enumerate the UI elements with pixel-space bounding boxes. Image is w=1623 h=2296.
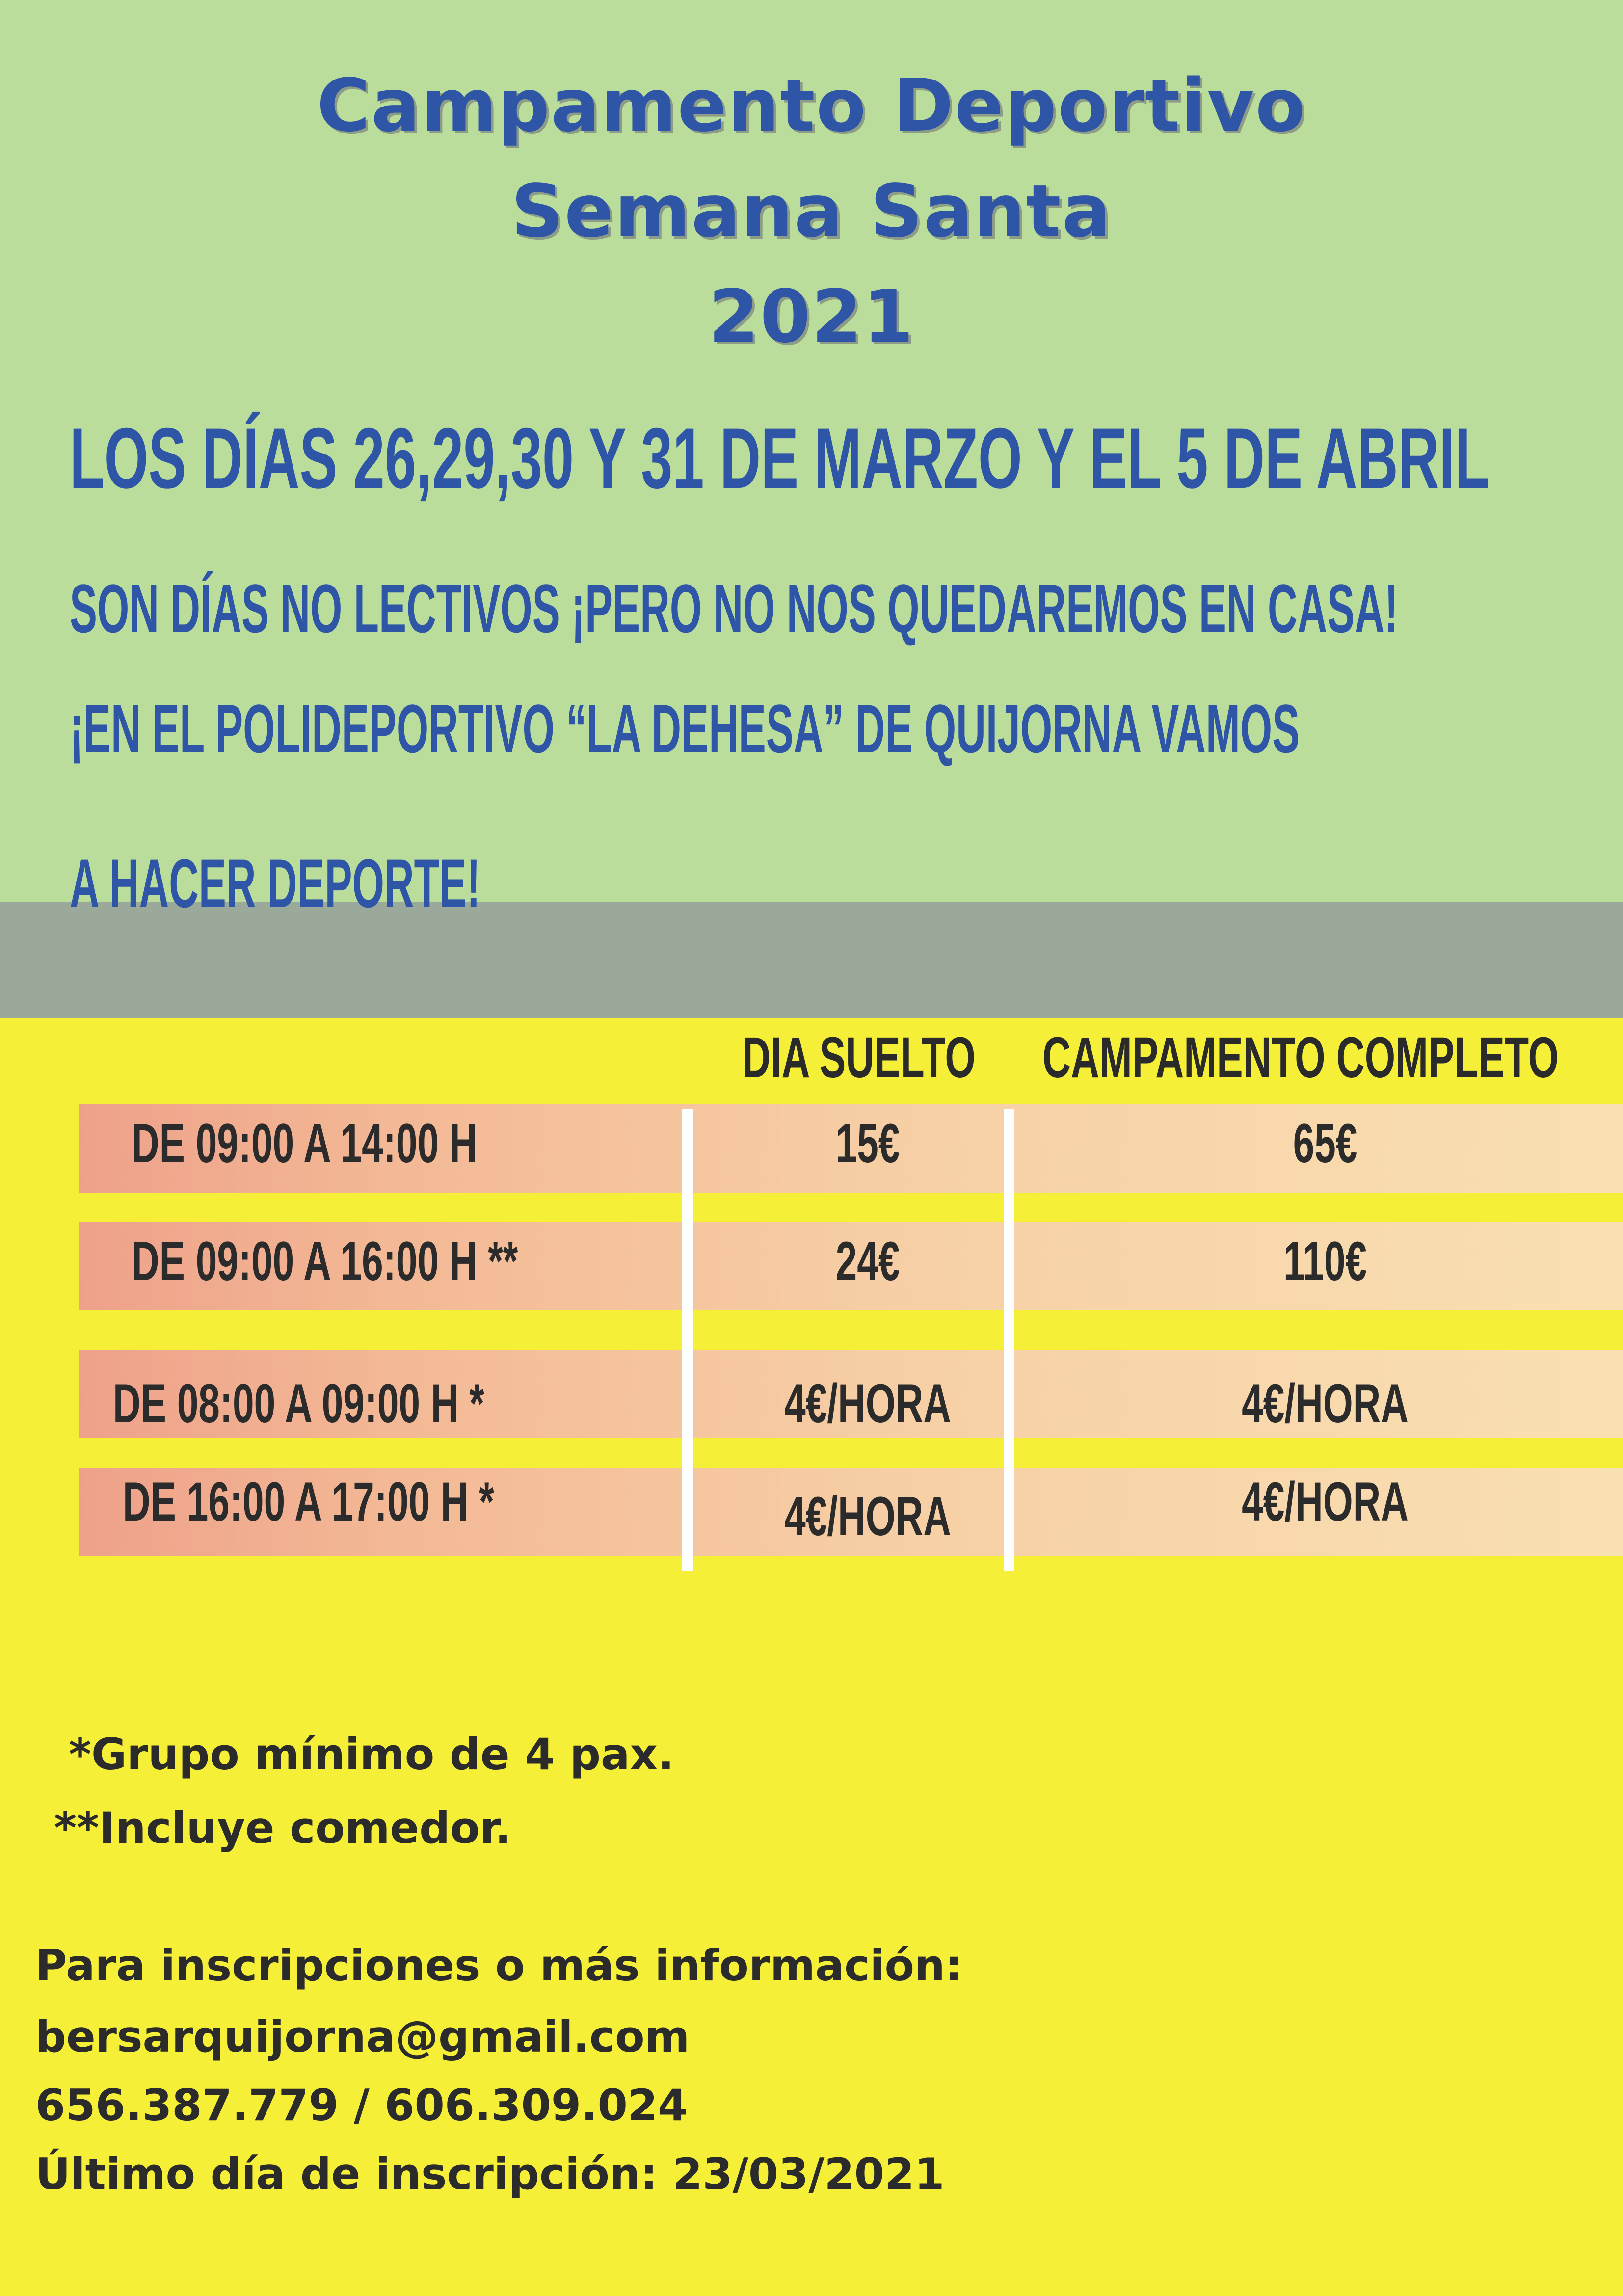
row-label-schedule: DE 08:00 A 09:00 H * (113, 1373, 484, 1434)
title-line-3: 2021 (708, 274, 915, 359)
note-minimum-group: *Grupo mínimo de 4 pax. (69, 1729, 674, 1780)
cell-single-day-price: 24€ (835, 1230, 900, 1292)
note-includes-lunch: **Incluye comedor. (54, 1803, 511, 1853)
registration-deadline: Último día de inscripción: 23/03/2021 (35, 2149, 945, 2199)
contact-phones: 656.387.779 / 606.309.024 (35, 2080, 688, 2131)
contact-email: bersarquijorna@gmail.com (35, 2011, 690, 2062)
intro-dates: LOS DÍAS 26,29,30 Y 31 DE MARZO Y EL 5 DE ABRIL (70, 411, 1490, 507)
title-line-1: Campamento Deportivo (317, 63, 1306, 148)
column-header-single-day: DIA SUELTO (742, 1025, 976, 1090)
row-label-schedule: DE 09:00 A 16:00 H ** (132, 1230, 518, 1292)
cell-full-camp-price: 4€/HORA (1242, 1471, 1409, 1532)
cell-full-camp-price: 110€ (1283, 1230, 1367, 1292)
column-header-full-camp: CAMPAMENTO COMPLETO (1042, 1025, 1559, 1090)
cell-full-camp-price: 65€ (1293, 1113, 1357, 1174)
column-divider-right (1004, 1109, 1014, 1571)
intro-line-3: ¡EN EL POLIDEPORTIVO “LA DEHESA” DE QUIJORNA VAMOS (70, 690, 1300, 767)
row-label-schedule: DE 16:00 A 17:00 H * (123, 1471, 494, 1532)
intro-line-2: SON DÍAS NO LECTIVOS ¡PERO NO NOS QUEDAREMOS EN CASA! (70, 570, 1398, 647)
title-line-2: Semana Santa (511, 169, 1112, 253)
contact-heading: Para inscripciones o más información: (35, 1940, 962, 1991)
cell-single-day-price: 4€/HORA (784, 1373, 951, 1434)
column-divider-left (682, 1109, 693, 1571)
cell-single-day-price: 15€ (835, 1113, 900, 1174)
intro-line-4: A HACER DEPORTE! (70, 845, 480, 922)
row-label-schedule: DE 09:00 A 14:00 H (132, 1113, 478, 1174)
cell-full-camp-price: 4€/HORA (1242, 1373, 1409, 1434)
cell-single-day-price: 4€/HORA (784, 1486, 951, 1547)
